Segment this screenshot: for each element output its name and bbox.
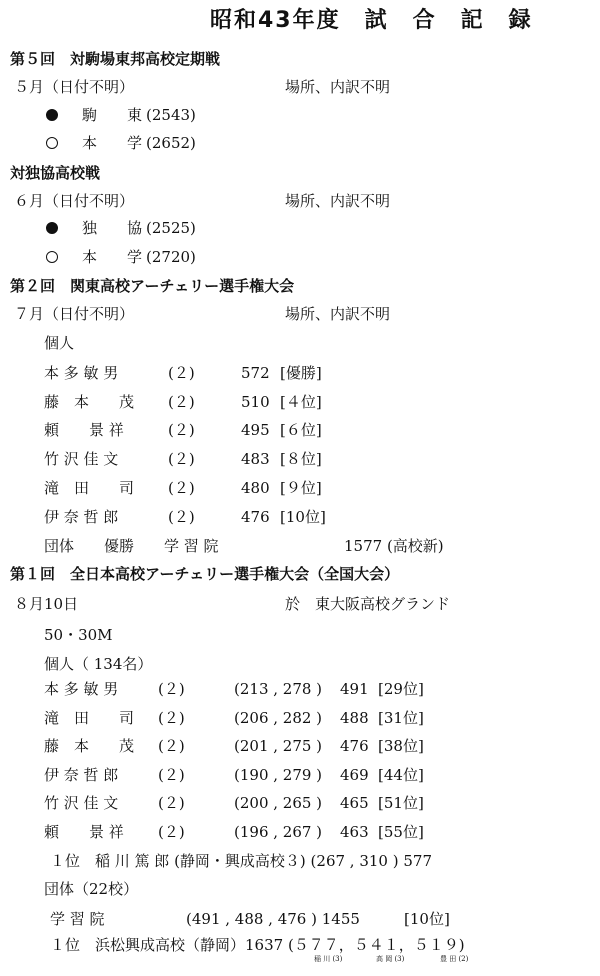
player-grade: (２) [168, 421, 195, 439]
player-grade: (２) [158, 680, 185, 698]
section-heading: 第１回 全日本高校アーチェリー選手権大会（全国大会） [10, 565, 400, 583]
player-total: 491 [340, 680, 369, 698]
player-grade: (２) [158, 794, 185, 812]
footnote: 豊 田 (2) [440, 955, 469, 963]
player-name: 藤 本 茂 [44, 393, 135, 411]
team-name: 学 習 院 [50, 910, 105, 928]
player-score: 480 [241, 479, 270, 497]
team-name: 独 協 [82, 219, 143, 237]
individual-winner: １位 稲 川 篤 郎 (静岡・興成高校３) (267 , 310 ) 577 [50, 852, 432, 870]
player-total: 465 [340, 794, 369, 812]
win-marker-icon [46, 222, 58, 234]
player-score: 510 [241, 393, 270, 411]
player-split: (213 , 278 ) [234, 680, 323, 698]
player-grade: (２) [168, 364, 195, 382]
player-name: 頼 景 祥 [44, 823, 124, 841]
player-split: (190 , 279 ) [234, 766, 323, 784]
player-name: 本 多 敏 男 [44, 364, 119, 382]
footnote: 稲 川 (3) [314, 955, 343, 963]
team-score: (2525) [146, 219, 196, 237]
match-date: ７月（日付不明） [14, 305, 135, 323]
player-rank: [優勝] [280, 364, 322, 382]
player-rank: [８位] [280, 450, 322, 468]
player-rank: [44位] [378, 766, 424, 784]
player-score: 572 [241, 364, 270, 382]
player-total: 476 [340, 737, 369, 755]
player-split: (206 , 282 ) [234, 709, 323, 727]
player-rank: [51位] [378, 794, 424, 812]
section-heading: 対独協高校戦 [10, 164, 101, 182]
player-total: 469 [340, 766, 369, 784]
team-result: 団体 優勝 学 習 院 [44, 537, 219, 555]
player-score: 495 [241, 421, 270, 439]
player-total: 488 [340, 709, 369, 727]
player-score: 483 [241, 450, 270, 468]
player-grade: (２) [168, 450, 195, 468]
section-heading: 第５回 対駒場東邦高校定期戦 [10, 50, 221, 68]
team-name: 駒 東 [82, 106, 143, 124]
loss-marker-icon [46, 137, 58, 149]
team-score: (2543) [146, 106, 196, 124]
player-rank: [38位] [378, 737, 424, 755]
player-rank: [４位] [280, 393, 322, 411]
win-marker-icon [46, 109, 58, 121]
player-rank: [６位] [280, 421, 322, 439]
player-grade: (２) [158, 823, 185, 841]
player-split: (200 , 265 ) [234, 794, 323, 812]
player-rank: [10位] [280, 508, 326, 526]
match-date: ６月（日付不明） [14, 192, 135, 210]
match-place: 場所、内訳不明 [285, 78, 391, 96]
player-name: 本 多 敏 男 [44, 680, 119, 698]
team-score: (2720) [146, 248, 196, 266]
player-grade: (２) [158, 766, 185, 784]
player-name: 伊 奈 哲 郎 [44, 766, 119, 784]
team-name: 本 学 [82, 248, 143, 266]
player-name: 滝 田 司 [44, 709, 135, 727]
team-rank: [10位] [404, 910, 450, 928]
player-score: 476 [241, 508, 270, 526]
player-split: (201 , 275 ) [234, 737, 323, 755]
match-place: 場所、内訳不明 [285, 192, 391, 210]
player-grade: (２) [158, 737, 185, 755]
individual-label: 個人 [44, 334, 75, 352]
team-score: (2652) [146, 134, 196, 152]
footnote: 高 岡 (3) [376, 955, 405, 963]
section-heading: 第２回 関東高校アーチェリー選手権大会 [10, 277, 295, 295]
player-split: (196 , 267 ) [234, 823, 323, 841]
player-name: 竹 沢 佳 文 [44, 450, 119, 468]
match-place: 於 東大阪高校グランド [285, 595, 451, 613]
team-winner: １位 浜松興成高校（静岡）1637 (５７７，５４１，５１９) [50, 936, 465, 954]
player-name: 竹 沢 佳 文 [44, 794, 119, 812]
page-title: 昭和43年度 試 合 記 録 [210, 8, 533, 33]
team-split: (491 , 488 , 476 ) 1455 [186, 910, 360, 928]
player-name: 藤 本 茂 [44, 737, 135, 755]
player-name: 伊 奈 哲 郎 [44, 508, 119, 526]
team-label: 団体（22校） [44, 880, 139, 898]
team-score: 1577 (高校新) [344, 537, 444, 555]
match-date: ８月10日 [14, 595, 79, 613]
player-total: 463 [340, 823, 369, 841]
player-rank: [９位] [280, 479, 322, 497]
player-rank: [31位] [378, 709, 424, 727]
player-rank: [29位] [378, 680, 424, 698]
player-name: 滝 田 司 [44, 479, 135, 497]
player-rank: [55位] [378, 823, 424, 841]
match-date: ５月（日付不明） [14, 78, 135, 96]
distance-label: 50・30M [44, 626, 113, 644]
player-grade: (２) [168, 393, 195, 411]
player-name: 頼 景 祥 [44, 421, 124, 439]
player-grade: (２) [158, 709, 185, 727]
player-grade: (２) [168, 508, 195, 526]
individual-label: 個人（ 134名） [44, 655, 153, 673]
team-name: 本 学 [82, 134, 143, 152]
match-place: 場所、内訳不明 [285, 305, 391, 323]
loss-marker-icon [46, 251, 58, 263]
player-grade: (２) [168, 479, 195, 497]
